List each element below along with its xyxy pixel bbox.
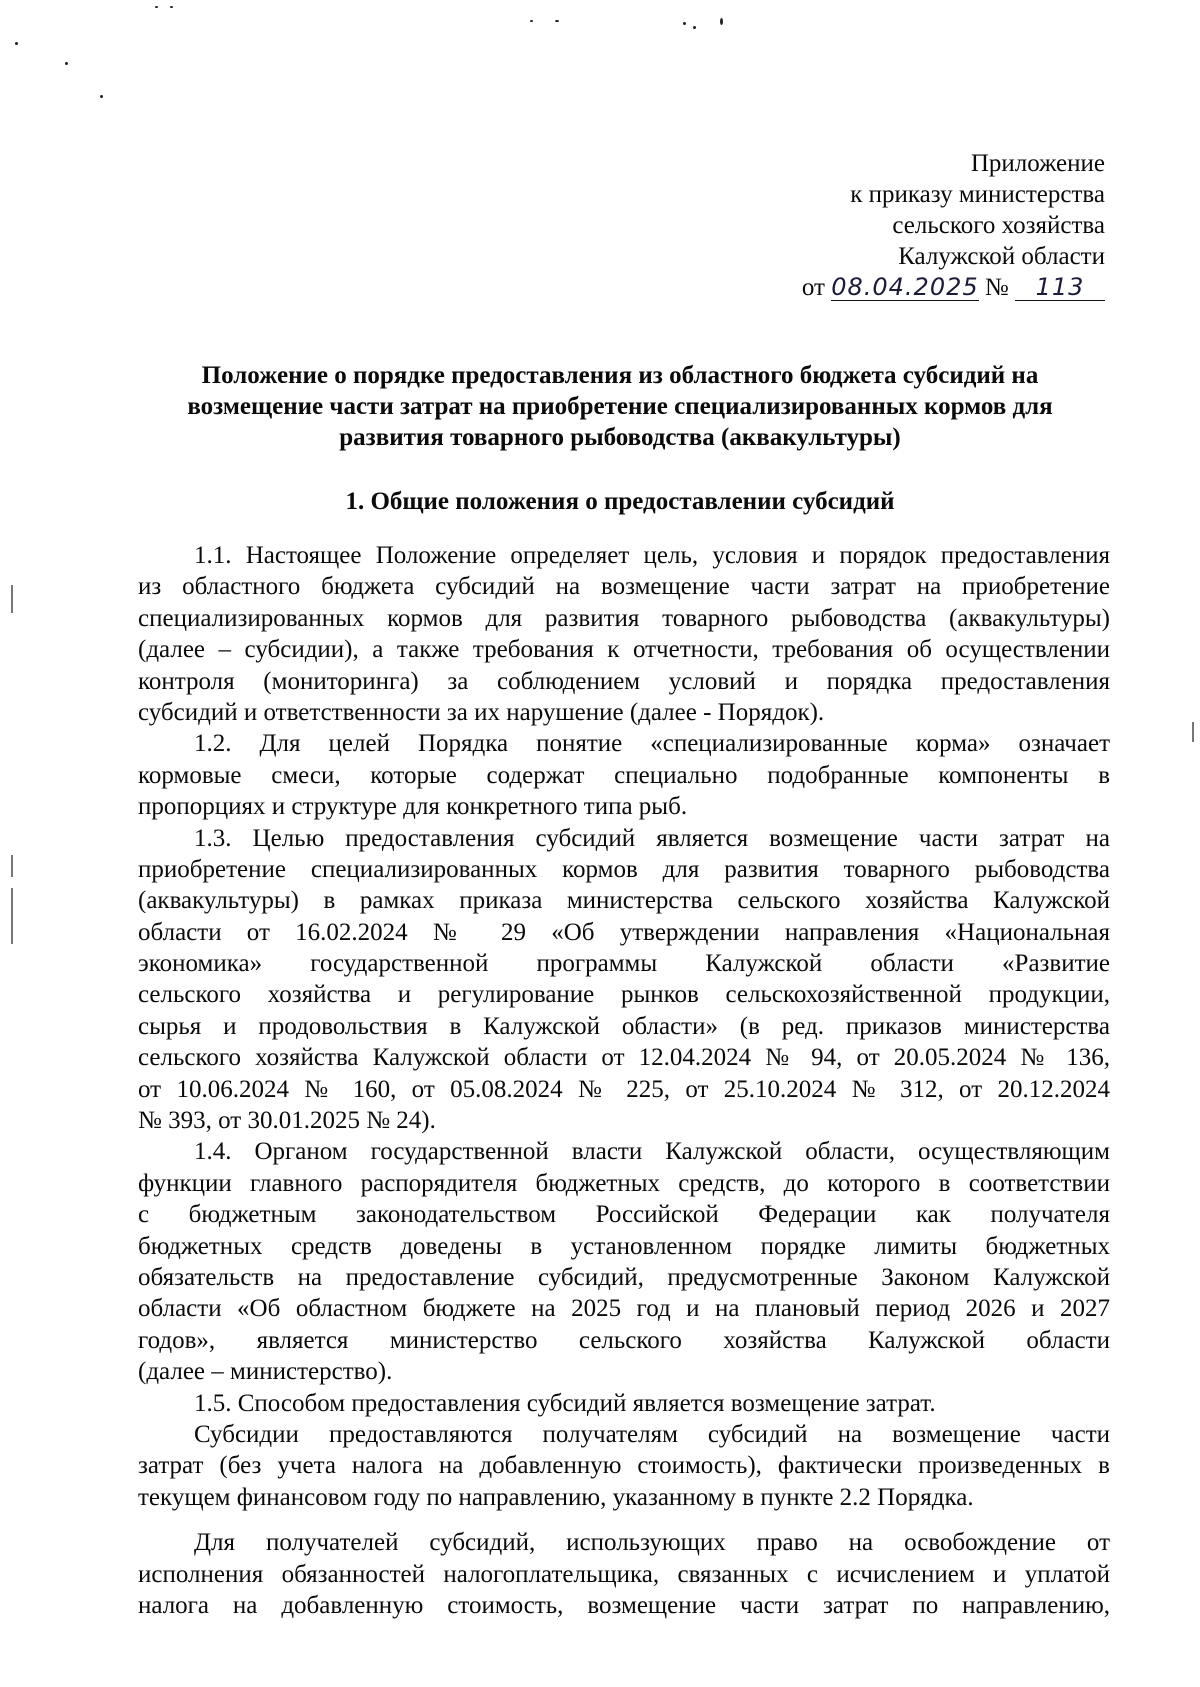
body-line: области от 16.02.2024 № 29 «Об утверждении направления «Национальная	[138, 918, 1110, 946]
scan-speck	[15, 42, 18, 45]
scan-speck	[530, 20, 533, 22]
margin-mark	[11, 888, 13, 944]
scan-speck	[170, 6, 173, 8]
body-line: из областного бюджета субсидий на возмещение части затрат на приобретение	[138, 573, 1110, 601]
body-line: 1.5. Способом предоставления субсидий является возмещение затрат.	[194, 1389, 936, 1417]
body-line: текущем финансовом году по направлению, указанному в пункте 2.2 Порядка.	[138, 1483, 974, 1511]
document-title	[125, 360, 1115, 453]
body-line: 1.3. Целью предоставления субсидий является возмещение части затрат на	[194, 824, 1110, 852]
body-line: Субсидии предоставляются получателям субсидий на возмещение части	[194, 1420, 1110, 1448]
appendix-date-line	[802, 272, 1105, 303]
appendix-line: Приложение	[970, 150, 1105, 177]
body-line: годов», является министерство сельского хозяйства Калужской области	[138, 1326, 1110, 1354]
section-heading: 1. Общие положения о предоставлении субсидий	[345, 488, 895, 515]
margin-mark	[11, 855, 13, 877]
body-line: (аквакультуры) в рамках приказа министерства сельского хозяйства Калужской	[138, 887, 1110, 915]
body-line: налога на добавленную стоимость, возмещение части затрат по направлению,	[138, 1591, 1110, 1619]
document-body	[138, 540, 1110, 1621]
body-line: экономика» государственной программы Калужской области «Развитие	[138, 950, 1110, 978]
body-line: сельского хозяйства Калужской области от 12.04.2024 № 94, от 20.05.2024 № 136,	[138, 1044, 1110, 1072]
appendix-line: к приказу министерства	[850, 181, 1105, 208]
body-line: сельского хозяйства и регулирование рынков сельскохозяйственной продукции,	[138, 981, 1110, 1009]
number-prefix: №	[984, 274, 1009, 301]
scan-speck	[100, 95, 103, 98]
margin-mark	[1192, 722, 1194, 742]
body-line: 1.2. Для целей Порядка понятие «специализированные корма» означает	[194, 730, 1110, 758]
appendix-line: Калужской области	[898, 243, 1105, 270]
body-line: пропорциях и структуре для конкретного типа рыб.	[138, 793, 688, 821]
paragraph-gap	[138, 1513, 1110, 1527]
title-line: развития товарного рыбоводства (аквакультуры)	[339, 424, 901, 451]
appendix-block	[802, 148, 1105, 303]
order-number: 113	[1015, 274, 1105, 301]
order-date: 08.04.2025	[831, 273, 979, 301]
body-line: с бюджетным законодательством Российской Федерации как получателя	[138, 1201, 1110, 1229]
body-line: (далее – министерство).	[138, 1358, 393, 1386]
body-line: № 393, от 30.01.2025 № 24).	[138, 1107, 436, 1135]
body-line: бюджетных средств доведены в установленном порядке лимиты бюджетных	[138, 1232, 1110, 1260]
body-line: Для получателей субсидий, использующих право на освобождение от	[194, 1529, 1110, 1557]
date-prefix: от	[801, 274, 825, 301]
body-line: сырья и продовольствия в Калужской области» (в ред. приказов министерства	[138, 1012, 1110, 1040]
body-line: контроля (мониторинга) за соблюдением условий и порядка предоставления	[138, 667, 1110, 695]
scan-speck	[720, 18, 723, 25]
appendix-line: сельского хозяйства	[892, 212, 1105, 239]
body-line: приобретение специализированных кормов для развития товарного рыбоводства	[138, 855, 1110, 883]
body-line: специализированных кормов для развития товарного рыбоводства (аквакультуры)	[138, 604, 1110, 632]
scan-speck	[65, 62, 68, 65]
body-line: обязательств на предоставление субсидий, предусмотренные Законом Калужской	[138, 1263, 1110, 1291]
title-line: возмещение части затрат на приобретение специализированных кормов для	[187, 393, 1053, 420]
scan-speck	[155, 6, 158, 8]
body-line: функции главного распорядителя бюджетных средств, до которого в соответствии	[138, 1169, 1110, 1197]
body-line: (далее – субсидии), а также требования к отчетности, требования об осуществлении	[138, 636, 1110, 664]
body-line: 1.1. Настоящее Положение определяет цель, условия и порядок предоставления	[194, 542, 1110, 569]
body-line: затрат (без учета налога на добавленную стоимость), фактически произведенных в	[138, 1452, 1110, 1480]
body-line: исполнения обязанностей налогоплательщика, связанных с исчислением и уплатой	[138, 1560, 1110, 1588]
scan-speck	[555, 20, 559, 22]
body-line: от 10.06.2024 № 160, от 05.08.2024 № 225, от 25.10.2024 № 312, от 20.12.2024	[138, 1075, 1110, 1103]
body-line: области «Об областном бюджете на 2025 год и на плановый период 2026 и 2027	[138, 1295, 1110, 1323]
scan-speck	[693, 26, 696, 29]
title-line: Положение о порядке предоставления из областного бюджета субсидий на	[201, 362, 1039, 389]
body-line: кормовые смеси, которые содержат специально подобранные компоненты в	[138, 761, 1110, 789]
scan-speck	[683, 22, 686, 25]
body-line: 1.4. Органом государственной власти Калужской области, осуществляющим	[194, 1138, 1110, 1166]
body-line: субсидий и ответственности за их нарушение (далее - Порядок).	[138, 698, 825, 726]
margin-mark	[11, 585, 13, 613]
